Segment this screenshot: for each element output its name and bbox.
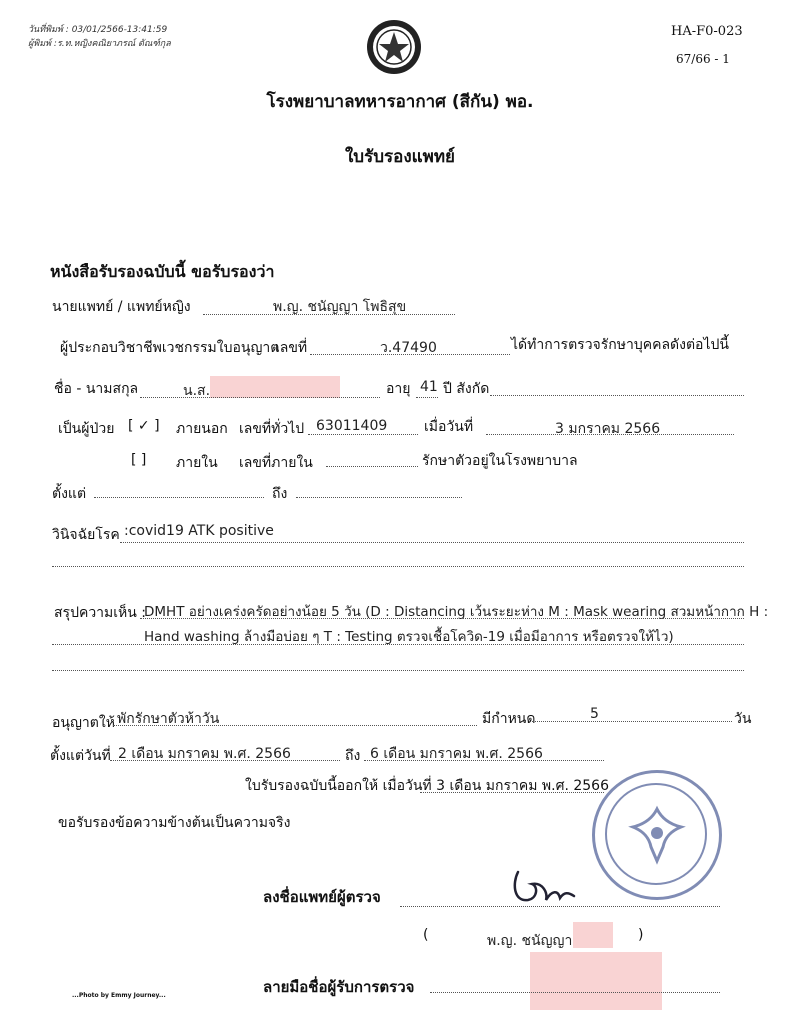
- to-line: [296, 497, 462, 498]
- duration-label: มีกำหนด: [482, 711, 536, 727]
- license-label: ผู้ประกอบวิชาชีพเวชกรรมใบอนุญาต: [60, 340, 280, 356]
- age-unit: ปี สังกัด: [443, 381, 490, 397]
- diagnosis-line-1: [120, 542, 744, 543]
- summary-label: สรุปความเห็น :: [54, 605, 147, 621]
- form-code: HA-F0-023: [671, 24, 743, 39]
- summary-line-2: Hand washing ล้างมือบ่อย ๆ T : Testing ตรวจเชื้อโควิด-19 เมื่อมีอาการ หรือตรวจให้ไว): [144, 629, 674, 645]
- form-number: 67/66 - 1: [676, 52, 730, 66]
- close-paren: ): [638, 927, 644, 943]
- visit-date: 3 มกราคม 2566: [555, 421, 661, 437]
- certify-text: ขอรับรองข้อความข้างต้นเป็นความจริง: [58, 815, 291, 831]
- from-line: [94, 497, 264, 498]
- opd-label: ภายนอก: [176, 421, 228, 437]
- patient-name-line: [140, 397, 380, 398]
- age-value: 41: [420, 379, 438, 395]
- affiliation-line: [490, 395, 744, 396]
- start-label: ตั้งแต่วันที่: [50, 748, 111, 764]
- summary-underline-1: [140, 618, 744, 619]
- print-date: วันที่พิมพ์ : 03/01/2566-13:41:59: [28, 25, 168, 35]
- age-line: [416, 397, 438, 398]
- patient-name-label: ชื่อ - นามสกุล: [54, 381, 139, 397]
- hn-label: เลขที่ทั่วไป: [239, 421, 305, 437]
- printer-name: ผู้พิมพ์ :ร.ท.หญิงคณิยาภรณ์ ดัณฑ์กุล: [28, 39, 171, 49]
- from-label: ตั้งแต่: [52, 486, 87, 502]
- duration-line: [532, 721, 732, 722]
- hospital-emblem-icon: [365, 18, 423, 76]
- diagnosis-value: :covid19 ATK positive: [124, 523, 274, 539]
- an-line: [326, 466, 418, 467]
- redacted-doctor-surname: [573, 922, 613, 948]
- doctor-line: [203, 314, 455, 315]
- doctor-sign-name: พ.ญ. ชนัญญา: [487, 933, 573, 949]
- to-label: ถึง: [272, 486, 288, 502]
- start-date: 2 เดือน มกราคม พ.ศ. 2566: [118, 746, 291, 762]
- doctor-signature-icon: [508, 862, 578, 912]
- issue-line: [420, 792, 604, 793]
- doctor-label: นายแพทย์ / แพทย์หญิง: [52, 299, 191, 315]
- photo-credit: ...Photo by Emmy Journey...: [72, 992, 166, 999]
- summary-underline-2: [52, 644, 744, 645]
- doctor-name: พ.ญ. ชนัญญา โพธิสุข: [273, 299, 407, 315]
- visit-date-line: [486, 434, 734, 435]
- an-label: เลขที่ภายใน: [239, 455, 313, 471]
- opd-checkbox[interactable]: [ ✓ ]: [128, 418, 160, 434]
- license-suffix: ได้ทำการตรวจรักษาบุคคลดังต่อไปนี้: [511, 337, 729, 353]
- doctor-sign-line: [400, 906, 720, 907]
- doctor-sign-label: ลงชื่อแพทย์ผู้ตรวจ: [263, 888, 381, 906]
- document-title: ใบรับรองแพทย์: [345, 147, 455, 167]
- ipd-checkbox[interactable]: [ ]: [131, 452, 147, 468]
- admit-label: รักษาตัวอยู่ในโรงพยาบาล: [422, 453, 578, 469]
- license-no-label: เลขที่: [275, 340, 308, 356]
- visit-date-label: เมื่อวันที่: [424, 419, 474, 435]
- issue-text: ใบรับรองฉบับนี้ออกให้ เมื่อวันที่ 3 เดือน มกราคม พ.ศ. 2566: [245, 778, 609, 794]
- summary-underline-3: [52, 670, 744, 671]
- permit-label: อนุญาตให้: [52, 715, 115, 731]
- open-paren: (: [423, 927, 429, 943]
- hn-line: [308, 434, 418, 435]
- permit-value: พักรักษาตัวห้าวัน: [117, 711, 220, 727]
- patient-sign-label: ลายมือชื่อผู้รับการตรวจ: [263, 978, 415, 996]
- stamp-emblem-icon: [625, 803, 689, 867]
- patient-type-label: เป็นผู้ป่วย: [58, 421, 115, 437]
- patient-sign-line: [430, 992, 720, 993]
- patient-prefix: น.ส.: [183, 383, 211, 399]
- diagnosis-label: วินิจฉัยโรค: [52, 527, 120, 543]
- hn-value: 63011409: [316, 418, 388, 434]
- end-date: 6 เดือน มกราคม พ.ศ. 2566: [370, 746, 543, 762]
- duration-unit: วัน: [734, 711, 752, 727]
- age-label: อายุ: [386, 381, 411, 397]
- license-line: [310, 354, 510, 355]
- end-label: ถึง: [345, 748, 361, 764]
- end-line: [364, 760, 604, 761]
- hospital-stamp: [592, 770, 722, 900]
- redacted-patient-name: [210, 376, 340, 398]
- summary-line-1: DMHT อย่างเคร่งครัดอย่างน้อย 5 วัน (D : Distancing เว้นระยะห่าง M : Mask wearing สวมหน้ากาก H :: [144, 604, 769, 620]
- hospital-name: โรงพยาบาลทหารอากาศ (สีกัน) พอ.: [266, 92, 534, 112]
- intro-text: หนังสือรับรองฉบับนี้ ขอรับรองว่า: [50, 262, 275, 281]
- permit-line: [113, 725, 477, 726]
- redacted-patient-signature: [530, 952, 662, 1010]
- diagnosis-line-2: [52, 566, 744, 567]
- license-number: ว.47490: [380, 340, 437, 356]
- start-line: [110, 760, 340, 761]
- ipd-label: ภายใน: [176, 455, 218, 471]
- duration-value: 5: [590, 706, 599, 722]
